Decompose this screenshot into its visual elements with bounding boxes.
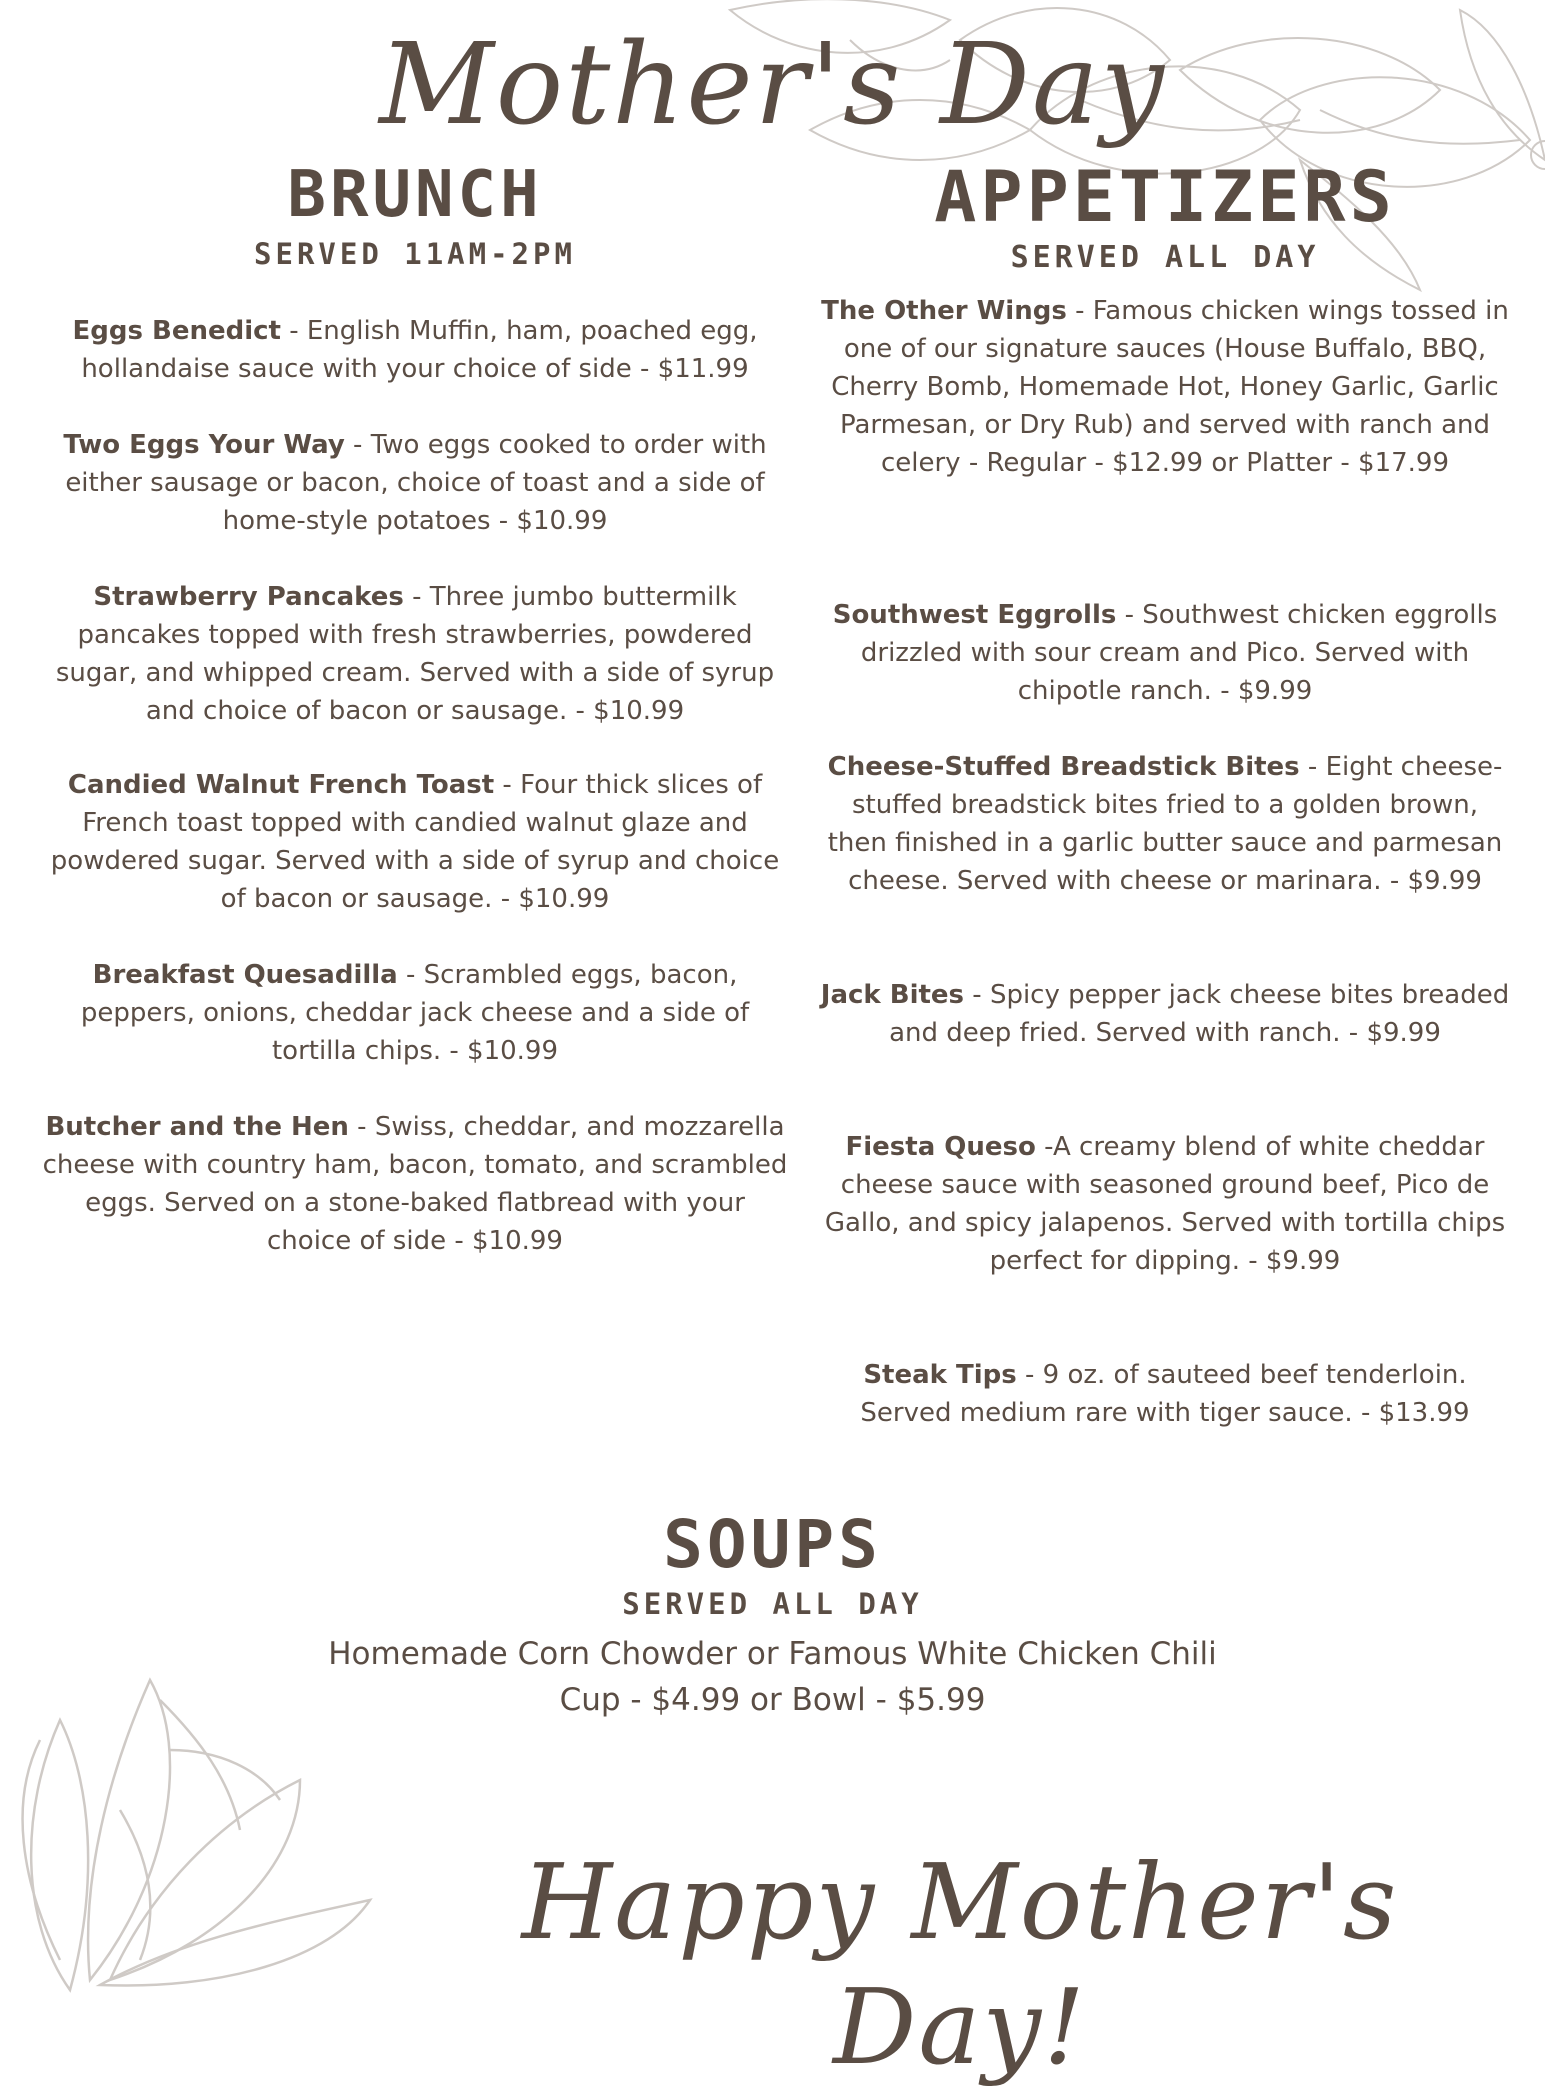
appetizers-subheading: SERVED ALL DAY — [1010, 240, 1320, 275]
item-name: Candied Walnut French Toast — [67, 770, 495, 800]
menu-item — [40, 312, 790, 388]
item-name: Jack Bites — [820, 980, 965, 1010]
item-description: - Southwest chicken eggrolls drizzled with sour cream and Pico. Served with chipotle ranch. - $9.99 — [860, 600, 1498, 706]
menu-item — [820, 748, 1510, 900]
menu-item — [820, 596, 1510, 710]
item-name: Butcher and the Hen — [45, 1112, 349, 1142]
item-name: Steak Tips — [863, 1360, 1017, 1390]
item-name: Strawberry Pancakes — [93, 582, 404, 612]
soups-heading: SOUPS — [663, 1506, 882, 1583]
item-description: - 9 oz. of sauteed beef tenderloin. Served medium rare with tiger sauce. - $13.99 — [860, 1360, 1470, 1428]
item-name: Eggs Benedict — [72, 316, 281, 346]
soups-description: Homemade Corn Chowder or Famous White Chicken Chili — [328, 1636, 1217, 1672]
page-title: Mother's Day — [379, 20, 1166, 150]
soups-prices: Cup - $4.99 or Bowl - $5.99 — [559, 1682, 986, 1718]
item-name: Southwest Eggrolls — [832, 600, 1117, 630]
menu-item — [820, 1128, 1510, 1280]
item-description: - Two eggs cooked to order with either sausage or bacon, choice of toast and a side of home-style potatoes - $10.99 — [65, 430, 767, 536]
item-name: Cheese-Stuffed Breadstick Bites — [827, 752, 1300, 782]
menu-item — [40, 426, 790, 540]
item-description: -A creamy blend of white cheddar cheese sauce with seasoned ground beef, Pico de Gallo, and spicy jalapenos. Served with tortilla chips perfect for dipping. - $9.99 — [824, 1132, 1506, 1276]
soups-subheading: SERVED ALL DAY — [622, 1587, 923, 1621]
item-description: - Famous chicken wings tossed in one of our signature sauces (House Buffalo, BBQ, Cherry Bomb, Homemade Hot, Honey Garlic, Garlic Parmesan, or Dry Rub) and served with ranch and celery - Regular - $12.99 or Platter - $17.99 — [831, 296, 1509, 478]
item-name: Breakfast Quesadilla — [92, 960, 398, 990]
menu-item — [40, 1108, 790, 1260]
closing-greeting: Happy Mother's Day! — [521, 1841, 1399, 2088]
menu-item — [40, 578, 790, 730]
item-description: - Three jumbo buttermilk pancakes topped with fresh strawberries, powdered sugar, and whipped cream. Served with a side of syrup and choice of bacon or sausage. - $10.99 — [55, 582, 775, 726]
menu-item — [820, 1356, 1510, 1432]
item-description: - Scrambled eggs, bacon, peppers, onions, cheddar jack cheese and a side of tortilla chips. - $10.99 — [80, 960, 750, 1066]
appetizers-heading: APPETIZERS — [934, 156, 1396, 238]
item-description: - Eight cheese-stuffed breadstick bites fried to a golden brown, then finished in a garlic butter sauce and parmesan cheese. Served with cheese or marinara. - $9.99 — [827, 752, 1503, 896]
brunch-heading: BRUNCH — [287, 158, 543, 232]
menu-item — [40, 766, 790, 918]
menu-item — [820, 976, 1510, 1052]
item-description: - Four thick slices of French toast topped with candied walnut glaze and powdered sugar. Served with a side of syrup and choice of bacon or sausage. - $10.99 — [50, 770, 780, 914]
item-name: The Other Wings — [821, 296, 1067, 326]
item-name: Fiesta Queso — [845, 1132, 1036, 1162]
item-description: - Swiss, cheddar, and mozzarella cheese with country ham, bacon, tomato, and scrambled eggs. Served on a stone-baked flatbread with your choice of side - $10.99 — [42, 1112, 788, 1256]
brunch-subheading: SERVED 11AM-2PM — [254, 237, 576, 271]
item-description: - English Muffin, ham, poached egg, hollandaise sauce with your choice of side - $11.99 — [81, 316, 758, 384]
item-description: - Spicy pepper jack cheese bites breaded and deep fried. Served with ranch. - $9.99 — [889, 980, 1510, 1048]
menu-item — [820, 292, 1510, 482]
menu-item — [40, 956, 790, 1070]
item-name: Two Eggs Your Way — [63, 430, 345, 460]
